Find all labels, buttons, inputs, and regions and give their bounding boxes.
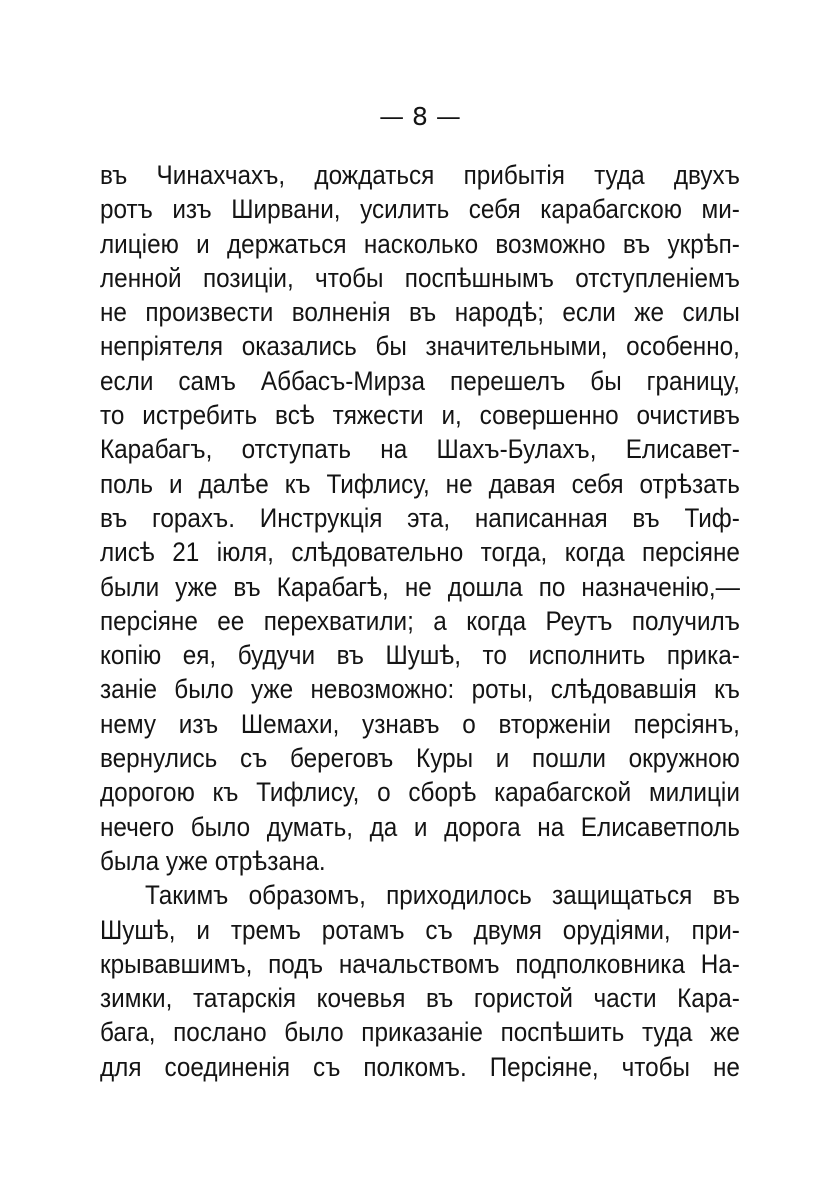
text-line: если самъ Аббасъ-Мирза перешелъ бы границу,	[100, 365, 740, 396]
text-line: заніе было уже невозможно: роты, слѣдовавшія къ	[100, 674, 740, 705]
text-line: нему изъ Шемахи, узнавъ о вторженіи персіянъ,	[100, 708, 740, 739]
text-line: Шушѣ, и тремъ ротамъ съ двумя орудіями, при-	[100, 914, 740, 945]
text-line: бага, послано было приказаніе поспѣшить туда же	[100, 1017, 740, 1048]
text-line: лиціею и держаться насколько возможно въ укрѣп-	[100, 228, 740, 259]
text-line: персіяне ее перехватили; а когда Реутъ получилъ	[100, 605, 740, 636]
body-text	[100, 158, 740, 1084]
text-line: крывавшимъ, подъ начальствомъ подполковника На-	[100, 948, 740, 979]
text-line: ленной позиціи, чтобы поспѣшнымъ отступленіемъ	[100, 262, 740, 293]
paragraph-end-line: была уже отрѣзана.	[100, 845, 326, 876]
text-line: въ горахъ. Инструкція эта, написанная въ Тиф-	[100, 502, 740, 533]
text-line: поль и далѣе къ Тифлису, не давая себя отрѣзать	[100, 468, 740, 499]
text-line: то истребить всѣ тяжести и, совершенно очистивъ	[100, 400, 740, 431]
text-line: не произвести волненія въ народѣ; если же силы	[100, 297, 740, 328]
text-line: зимки, татарскія кочевья въ гористой части Кара-	[100, 983, 740, 1014]
text-line: копію ея, будучи въ Шушѣ, то исполнить прика-	[100, 640, 740, 671]
text-line: вернулись съ береговъ Куры и пошли окружною	[100, 743, 740, 774]
text-line: непріятеля оказались бы значительными, особенно,	[100, 331, 740, 362]
page-number: — 8 —	[379, 102, 461, 131]
text-line: ротъ изъ Ширвани, усилить себя карабагскою ми-	[100, 194, 740, 225]
text-line: были уже въ Карабагѣ, не дошла по назначенію,—	[100, 571, 740, 602]
text-line: для соединенія съ полкомъ. Персіяне, чтобы не	[100, 1051, 740, 1082]
text-line: Карабагъ, отступать на Шахъ-Булахъ, Елисавет-	[100, 434, 740, 465]
text-line: въ Чинахчахъ, дождаться прибытія туда двухъ	[100, 160, 740, 190]
text-line: дорогою къ Тифлису, о сборѣ карабагской милиціи	[100, 777, 740, 808]
text-line: лисѣ 21 іюля, слѣдовательно тогда, когда персіяне	[100, 537, 740, 568]
paragraph-start-line: Такимъ образомъ, приходилось защищаться въ	[145, 880, 740, 911]
text-line: нечего было думать, да и дорога на Елисаветполь	[100, 811, 740, 842]
